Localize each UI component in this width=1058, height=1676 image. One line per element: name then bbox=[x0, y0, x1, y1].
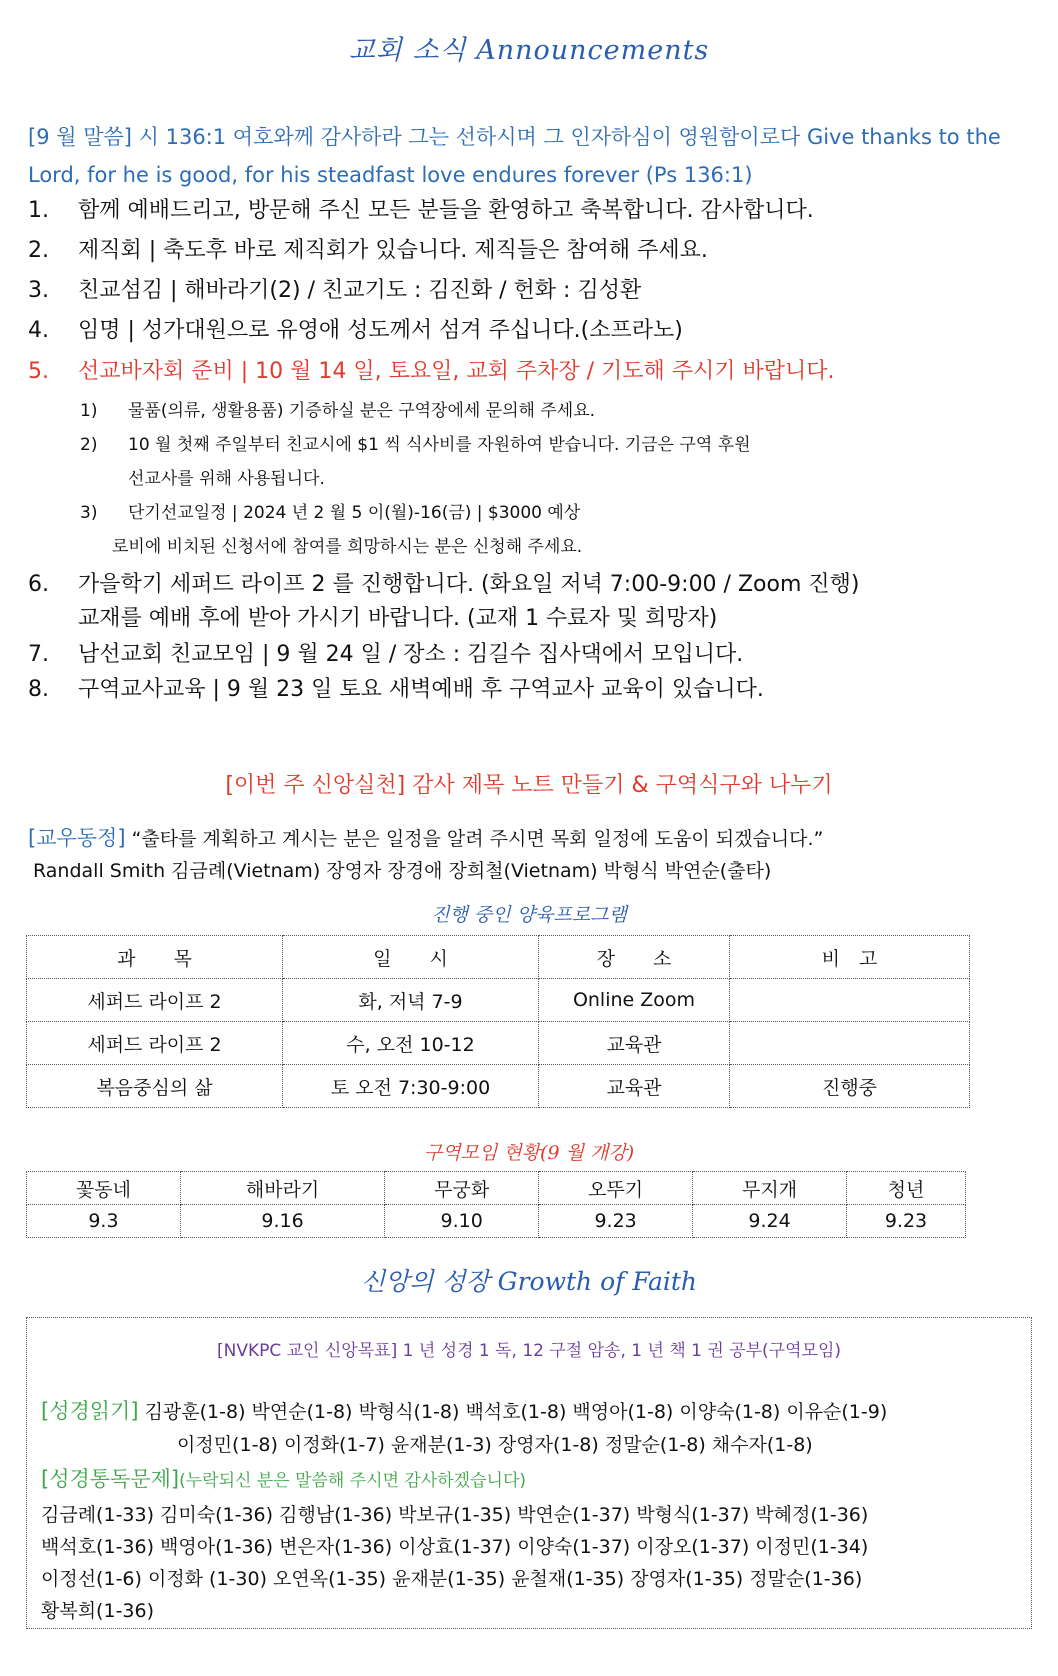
member-news-text: “출타를 계획하고 계시는 분은 일정을 알려 주시면 목회 일정에 도움이 되겠습니다.” bbox=[131, 828, 824, 850]
item-text: 함께 예배드리고, 방문해 주신 모든 분들을 환영하고 축복합니다. 감사합니다. bbox=[78, 198, 814, 223]
quiz-line: 백석호(1-36) 백영아(1-36) 변은자(1-36) 이상효(1-37) 이양숙(1-37) 이장오(1-37) 이정민(1-34) bbox=[41, 1536, 869, 1558]
item-number: 6. bbox=[28, 572, 49, 597]
quiz-label: [성경통독문제] bbox=[41, 1467, 180, 1491]
table-header: 무궁화 bbox=[385, 1172, 539, 1205]
member-news-label: [교우동정] bbox=[28, 826, 126, 850]
table-cell: 화, 저녁 7-9 bbox=[283, 979, 539, 1022]
table-row bbox=[27, 1205, 966, 1238]
table-cell: 9.10 bbox=[385, 1205, 539, 1238]
table-header: 꽃동네 bbox=[27, 1172, 181, 1205]
table-header: 장 소 bbox=[539, 936, 730, 979]
item-text: 제직회 | 축도후 바로 제직회가 있습니다. 제직들은 참여해 주세요. bbox=[78, 238, 708, 263]
quiz-line: 이정선(1-6) 이정화 (1-30) 오연옥(1-35) 윤재분(1-35) 윤철재(1-35) 장영자(1-35) 정말순(1-36) bbox=[41, 1568, 863, 1590]
item-number: 1. bbox=[28, 198, 49, 223]
item-text: 친교섬김 | 해바라기(2) / 친교기도 : 김진화 / 헌화 : 김성환 bbox=[78, 278, 642, 303]
groups-title: 구역모임 현황(9 월 개강) bbox=[423, 1142, 635, 1164]
member-news bbox=[28, 822, 823, 852]
table-cell: 토 오전 7:30-9:00 bbox=[283, 1065, 539, 1108]
item-text: 임명 | 성가대원으로 유영애 성도께서 섬겨 주십니다.(소프라노) bbox=[78, 318, 683, 343]
table-header-row bbox=[27, 1172, 966, 1205]
table-header: 무지개 bbox=[693, 1172, 847, 1205]
table-cell: 9.23 bbox=[847, 1205, 966, 1238]
table-cell: 9.16 bbox=[180, 1205, 384, 1238]
weekly-practice: [이번 주 신앙실천] 감사 제목 노트 만들기 & 구역식구와 나누기 bbox=[225, 773, 833, 798]
monthly-verse: [9 월 말씀] 시 136:1 여호와께 감사하라 그는 선하시며 그 인자하심이 영원함이로다 Give thanks to the Lord, for he is good, for his steadfast love endures forever (Ps 136:1) bbox=[28, 125, 1001, 187]
faith-title: 신앙의 성장 Growth of Faith bbox=[360, 1267, 698, 1296]
sub-item-number: 2) bbox=[80, 435, 98, 455]
table-cell: 9.3 bbox=[27, 1205, 181, 1238]
programs-title: 진행 중인 양육프로그램 bbox=[431, 904, 627, 926]
reading-label: [성경읽기] bbox=[41, 1399, 139, 1423]
table-cell: 수, 오전 10-12 bbox=[283, 1022, 539, 1065]
groups-table bbox=[26, 1171, 966, 1238]
item-number: 3. bbox=[28, 278, 49, 303]
item-text: 구역교사교육 | 9 월 23 일 토요 새벽예배 후 구역교사 교육이 있습니다. bbox=[78, 677, 764, 702]
sub-item-text: 단기선교일정 | 2024 년 2 월 5 이(월)-16(금) | $3000 예상 bbox=[128, 503, 581, 523]
table-cell: 진행중 bbox=[730, 1065, 970, 1108]
reading-line-2: 이정민(1-8) 이정화(1-7) 윤재분(1-3) 장영자(1-8) 정말순(1-8) 채수자(1-8) bbox=[177, 1434, 813, 1456]
item-text: 남선교회 친교모임 | 9 월 24 일 / 장소 : 김길수 집사댁에서 모입니다. bbox=[78, 642, 744, 667]
quiz-line: 황복희(1-36) bbox=[41, 1600, 155, 1622]
table-cell bbox=[730, 979, 970, 1022]
table-row bbox=[27, 979, 970, 1022]
sub-item-text: 로비에 비치된 신청서에 참여를 희망하시는 분은 신청해 주세요. bbox=[112, 537, 583, 557]
item-text: 선교바자회 준비 | 10 월 14 일, 토요일, 교회 주차장 / 기도해 주시기 바랍니다. bbox=[78, 359, 835, 384]
quiz-heading bbox=[41, 1464, 526, 1496]
faith-box bbox=[26, 1317, 1032, 1629]
sub-item-text: 물품(의류, 생활용품) 기증하실 분은 구역장에세 문의해 주세요. bbox=[128, 401, 596, 421]
item-number: 2. bbox=[28, 238, 49, 263]
table-cell: Online Zoom bbox=[539, 979, 730, 1022]
member-news-names: Randall Smith 김금례(Vietnam) 장영자 장경애 장희철(Vietnam) 박형식 박연순(출타) bbox=[33, 860, 772, 882]
table-header: 일 시 bbox=[283, 936, 539, 979]
table-cell: 복음중심의 삶 bbox=[27, 1065, 283, 1108]
sub-item-number: 1) bbox=[80, 401, 98, 421]
item-number: 4. bbox=[28, 318, 49, 343]
table-row bbox=[27, 1022, 970, 1065]
table-header-row bbox=[27, 936, 970, 979]
programs-table bbox=[26, 935, 970, 1108]
item-number: 8. bbox=[28, 677, 49, 702]
sub-item-text: 선교사를 위해 사용됩니다. bbox=[128, 469, 325, 489]
sub-item-3-cont bbox=[112, 534, 582, 560]
table-cell: 교육관 bbox=[539, 1065, 730, 1108]
table-header: 오뚜기 bbox=[539, 1172, 693, 1205]
item-number: 7. bbox=[28, 642, 49, 667]
item-text: 교재를 예배 후에 받아 가시기 바랍니다. (교재 1 수료자 및 희망자) bbox=[78, 606, 718, 631]
sub-item-number: 3) bbox=[80, 503, 98, 523]
table-header: 해바라기 bbox=[180, 1172, 384, 1205]
table-cell: 9.24 bbox=[693, 1205, 847, 1238]
faith-goal: [NVKPC 교인 신앙목표] 1 년 성경 1 독, 12 구절 암송, 1 년 책 1 권 공부(구역모임) bbox=[216, 1341, 841, 1361]
quiz-line: 김금례(1-33) 김미숙(1-36) 김행남(1-36) 박보규(1-35) 박연순(1-37) 박형식(1-37) 박혜정(1-36) bbox=[41, 1504, 869, 1526]
table-cell: 세퍼드 라이프 2 bbox=[27, 979, 283, 1022]
quiz-note: (누락되신 분은 말씀해 주시면 감사하겠습니다) bbox=[179, 1471, 527, 1491]
sub-item-text: 10 월 첫째 주일부터 친교시에 $1 씩 식사비를 자원하여 받습니다. 기금은 구역 후원 bbox=[128, 435, 751, 455]
reading-line-1 bbox=[41, 1396, 887, 1427]
table-cell: 교육관 bbox=[539, 1022, 730, 1065]
reading-names: 김광훈(1-8) 박연순(1-8) 박형식(1-8) 백석호(1-8) 백영아(1-8) 이양숙(1-8) 이유순(1-9) bbox=[144, 1401, 888, 1423]
table-header: 청년 bbox=[847, 1172, 966, 1205]
page-title: 교회 소식 Announcements bbox=[348, 35, 710, 66]
table-cell: 세퍼드 라이프 2 bbox=[27, 1022, 283, 1065]
table-row bbox=[27, 1065, 970, 1108]
item-text: 가을학기 세퍼드 라이프 2 를 진행합니다. (화요일 저녁 7:00-9:00 / Zoom 진행) bbox=[78, 572, 860, 597]
table-cell bbox=[730, 1022, 970, 1065]
table-header: 비 고 bbox=[730, 936, 970, 979]
item-number: 5. bbox=[28, 359, 49, 384]
table-cell: 9.23 bbox=[539, 1205, 693, 1238]
table-header: 과 목 bbox=[27, 936, 283, 979]
